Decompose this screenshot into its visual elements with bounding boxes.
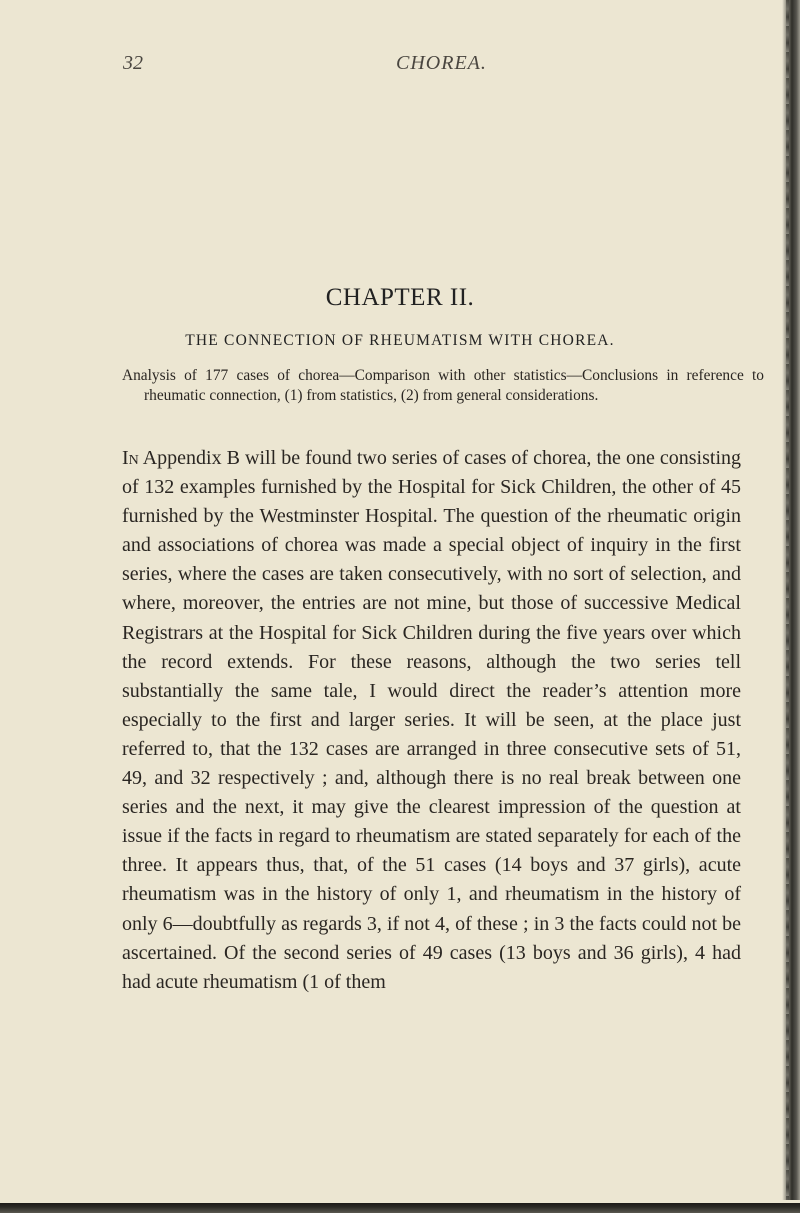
bottom-edge xyxy=(0,1203,800,1213)
body-paragraph xyxy=(122,444,741,997)
chapter-heading: CHAPTER II. xyxy=(325,284,475,311)
chapter-synopsis: Analysis of 177 cases of chorea—Comparison with other statistics—Conclusions in reference to rheumatic connection, (1) from statistics, (2) from general considerations. xyxy=(122,367,764,404)
running-title: CHOREA. xyxy=(396,52,487,74)
chapter-subtitle: THE CONNECTION OF RHEUMATISM WITH CHOREA. xyxy=(185,332,615,349)
page-number: 32 xyxy=(123,52,143,74)
binding-edge xyxy=(782,0,800,1200)
running-head xyxy=(0,52,780,82)
paragraph-text: Appendix B will be found two series of cases of chorea, the one consisting of 132 examples furnished by the Hospital for Sick Children, the other of 45 furnished by the Westminster Hospital. The question of the rheumatic origin and associations of chorea was made a special object of inquiry in the first series, where the cases are taken consecutively, with no sort of selection, and where, moreover, the entries are not mine, but those of successive Medical Registrars at the Hospital for Sick Children during the five years over which the record extends. For these reasons, although the two series tell substantially the same tale, I would direct the reader’s attention more especially to the first and larger series. It will be seen, at the place just referred to, that the 132 cases are arranged in three consecutive sets of 51, 49, and 32 respectively ; and, although there is no real break between one series and the next, it may give the clearest impression of the question at issue if the facts in regard to rheumatism are stated separately for each of the three. It appears thus, that, of the 51 cases (14 boys and 37 girls), acute rheumatism was in the history of only 1, and rheumatism in the history of only 6—doubtfully as regards 3, if not 4, of these ; in 3 the facts could not be ascertained. Of the second series of 49 cases (13 boys and 36 girls), 4 had had acute rheumatism (1 of them xyxy=(122,447,741,993)
lead-word: In xyxy=(122,447,139,469)
